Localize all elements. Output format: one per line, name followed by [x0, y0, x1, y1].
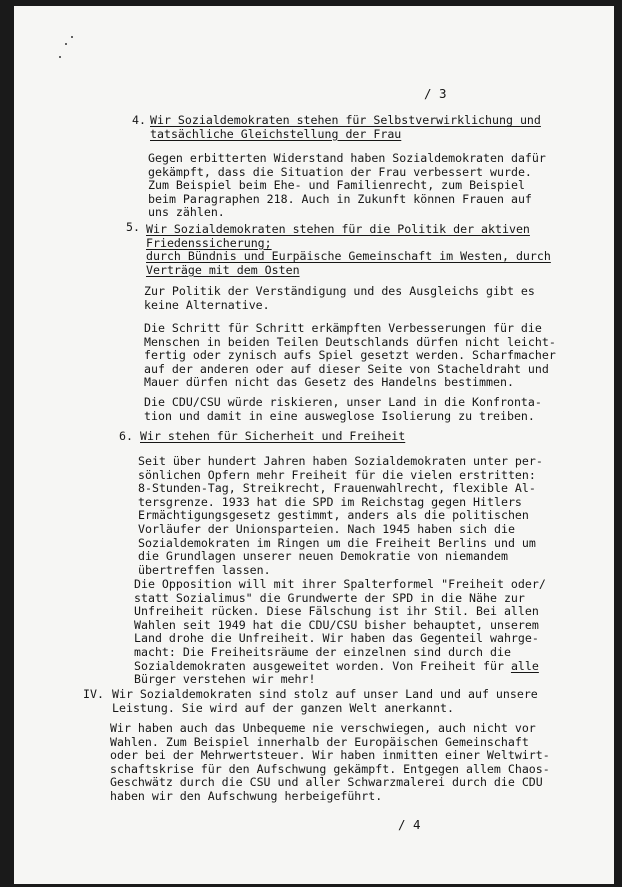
paragraph: [138, 455, 543, 577]
text-line: uns zählen.: [148, 205, 225, 220]
text-line: Vorläufer der Unionsparteien. Nach 1945 haben sich die: [138, 521, 515, 536]
text-line: Land drohe die Unfreiheit. Wir haben das Gegenteil wahrge-: [134, 631, 539, 646]
heading-line: Wir Sozialdemokraten stehen für Selbstverwirklichung und: [150, 113, 541, 127]
text-line: Geschwätz durch die CSU und aller Schwarzmalerei durch die CDU: [110, 775, 543, 790]
text-line: Gegen erbitterten Widerstand haben Sozialdemokraten dafür: [148, 151, 546, 165]
text-line: tersgrenze. 1933 hat die SPD im Reichstag gegen Hitlers: [138, 494, 522, 509]
text-line: Wahlen seit 1949 hat die CDU/CSU bisher behauptet, unserem: [134, 617, 539, 632]
document-page: [14, 6, 614, 884]
section-heading: [146, 223, 551, 277]
text-line: statt Sozialimus" die Grundwerte der SPD in die Nähe zur: [134, 590, 525, 605]
text-line: Die CDU/CSU würde riskieren, unser Land in die Konfronta-: [144, 395, 542, 409]
paragraph: [110, 722, 550, 804]
text-line: übertreffen lassen.: [138, 562, 271, 577]
paragraph: [144, 322, 556, 390]
section-number: 4.: [132, 113, 146, 127]
text-line: beim Paragraphen 218. Auch in Zukunft können Frauen auf: [148, 191, 532, 206]
page-number-header: / 3: [424, 86, 447, 101]
paragraph: [148, 152, 546, 220]
text-line: keine Alternative.: [144, 297, 270, 312]
underlined-word: alle: [510, 658, 539, 673]
text-line: Seit über hundert Jahren haben Sozialdemokraten unter per-: [138, 454, 543, 468]
section-heading: [150, 114, 541, 141]
heading-line: Wir stehen für Sicherheit und Freiheit: [140, 429, 406, 443]
text-line: gekämpft, dass die Situation der Frau verbessert wurde.: [148, 164, 532, 179]
text-line: oder bei der Mehrwertsteuer. Wir haben inmitten einer Weltwirt-: [110, 748, 550, 763]
paragraph: [112, 688, 538, 715]
text-fragment: Sozialdemokraten ausgeweitet worden. Von Freiheit für: [134, 658, 504, 673]
text-line: Wir Sozialdemokraten sind stolz auf unser Land und auf unsere: [112, 687, 538, 701]
heading-line: Friedenssicherung;: [146, 235, 272, 250]
page-number-footer: / 4: [398, 817, 421, 832]
text-line: tion und damit in eine ausweglose Isolierung zu treiben.: [144, 408, 535, 423]
text-line: Zur Politik der Verständigung und des Ausgleichs gibt es: [144, 284, 535, 298]
heading-line: durch Bündnis und Eurpäische Gemeinschaft im Westen, durch: [146, 249, 551, 264]
text-line: Wir haben auch das Unbequeme nie verschwiegen, auch nicht vor: [110, 721, 536, 735]
part-numeral: IV.: [83, 687, 104, 701]
section-heading: [140, 430, 405, 444]
section-number: 5.: [126, 220, 140, 234]
text-line: macht: Die Freiheitsräume der einzelnen sind durch die: [134, 644, 511, 659]
text-line: Die Opposition will mit ihrer Spalterformel "Freiheit oder/: [134, 577, 546, 591]
text-line: Menschen in beiden Teilen Deutschlands dürfen nicht leicht-: [144, 334, 556, 349]
text-line: Die Schritt für Schritt erkämpften Verbesserungen für die: [144, 321, 542, 335]
heading-line: Verträge mit dem Osten: [146, 262, 300, 277]
scan-speck: [71, 36, 73, 38]
text-line: fertig oder zynisch aufs Spiel gesetzt werden. Scharfmacher: [144, 348, 556, 363]
heading-line: tatsächliche Gleichstellung der Frau: [150, 126, 402, 141]
text-line: auf der anderen oder auf dieser Seite von Stacheldraht und: [144, 361, 549, 376]
text-line: 8-Stunden-Tag, Streikrecht, Frauenwahlrecht, flexible Al-: [138, 481, 536, 496]
text-line: Bürger verstehen wir mehr!: [134, 672, 316, 687]
text-line: Wahlen. Zum Beispiel innerhalb der Europäischen Gemeinschaft: [110, 734, 529, 749]
section-number: 6.: [119, 429, 133, 443]
text-line: Leistung. Sie wird auf der ganzen Welt anerkannt.: [112, 700, 455, 715]
text-line: schaftskrise für den Aufschwung gekämpft. Entgegen allem Chaos-: [110, 761, 550, 776]
text-line: die Grundlagen unserer neuen Demokratie von niemandem: [138, 549, 508, 564]
paragraph: [144, 285, 535, 312]
text-line: Zum Beispiel beim Ehe- und Familienrecht, zum Beispiel: [148, 178, 525, 193]
text-line: Unfreiheit rücken. Diese Fälschung ist ihr Stil. Bei allen: [134, 604, 539, 619]
text-line: sönlichen Opfern mehr Freiheit für die vielen erstritten:: [138, 467, 536, 482]
scan-speck: [65, 43, 67, 45]
text-line: Ermächtigungsgesetz gestimmt, anders als die politischen: [138, 508, 529, 523]
paragraph: [134, 578, 546, 687]
text-line: Sozialdemokraten im Ringen um die Freiheit Berlins und um: [138, 535, 536, 550]
heading-line: Wir Sozialdemokraten stehen für die Politik der aktiven: [146, 222, 530, 236]
text-line: [134, 660, 546, 674]
text-line: Mauer dürfen nicht das Gesetz des Handelns bestimmen.: [144, 375, 514, 390]
scan-speck: [59, 56, 61, 58]
paragraph: [144, 396, 542, 423]
text-line: haben wir den Aufschwung herbeigeführt.: [110, 788, 383, 803]
